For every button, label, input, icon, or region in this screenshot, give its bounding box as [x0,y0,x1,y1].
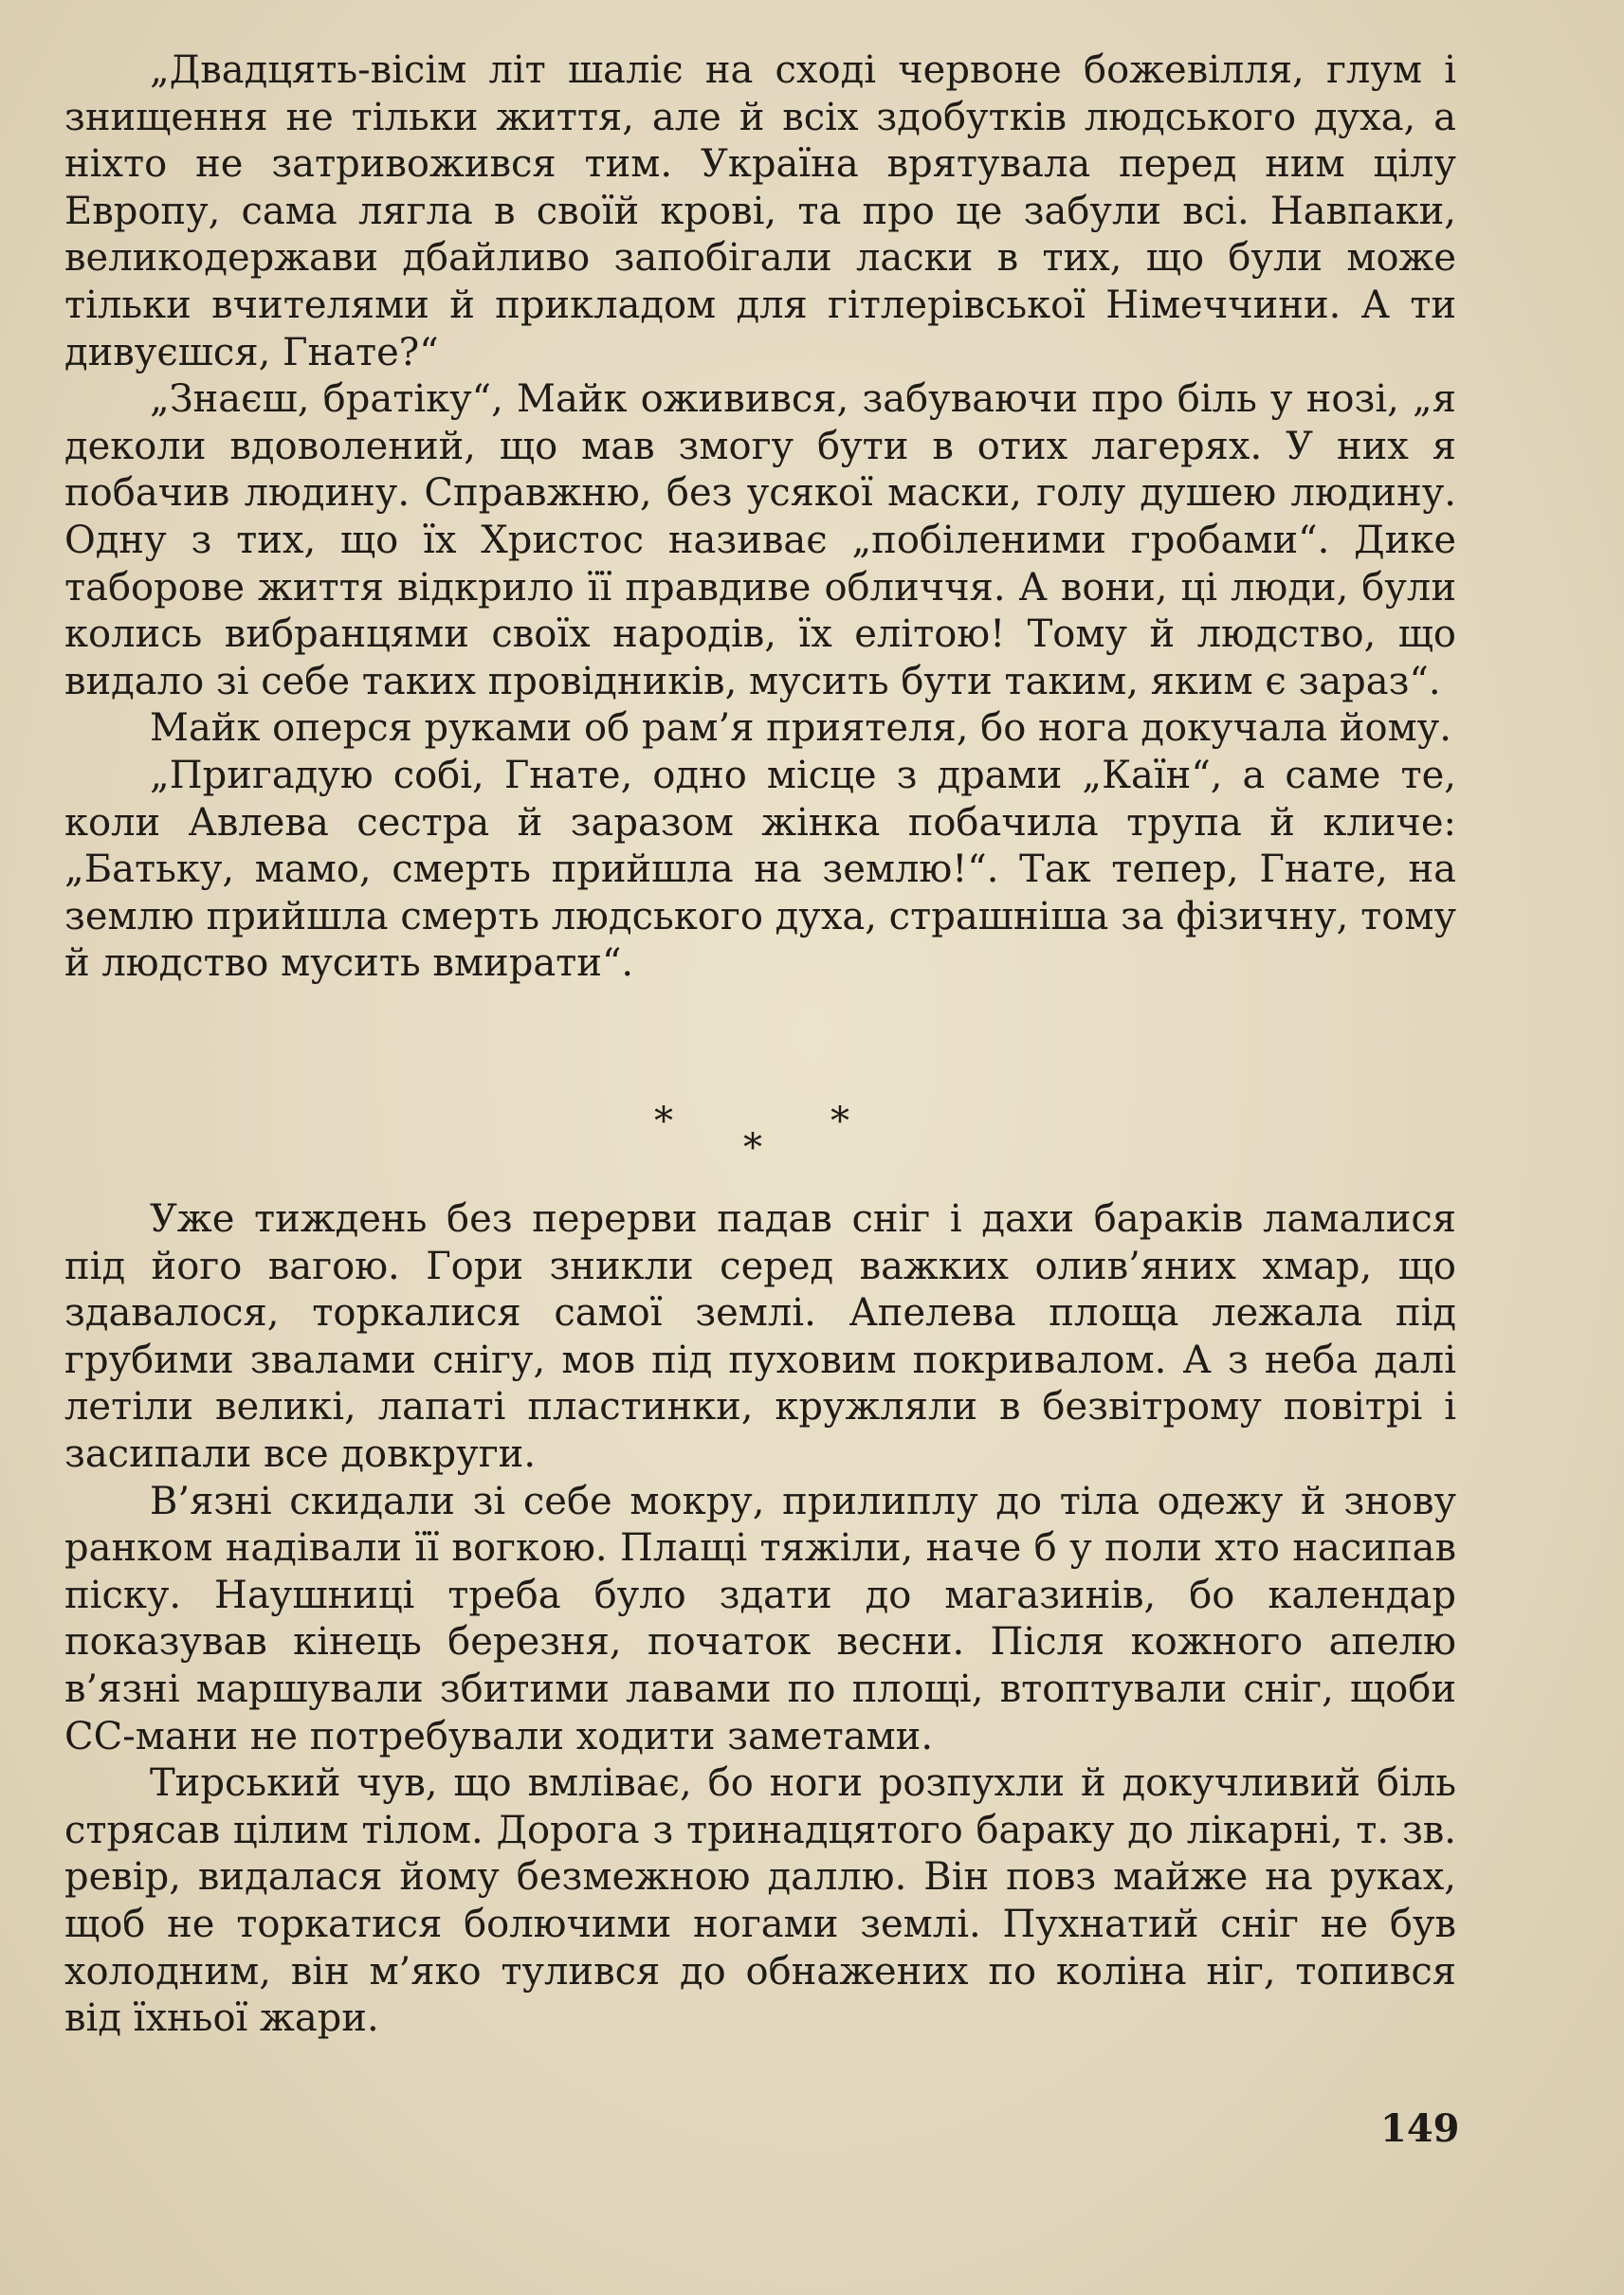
text-section-bottom [64,1196,1456,2043]
text-section-top [64,47,1456,988]
paragraph: „Двадцять-вісім літ шаліє на сході червоне божевілля, глум і знищення не тільки життя, але й всіх здобутків людського духа, а ніхто не затривожився тим. Україна врятувала перед ним цілу Европу, сама лягла в своїй крові, та про це забули всі. Навпаки, великодержави дбайливо запобігали ласки в тих, що були може тільки вчителями й прикладом для гітлерівської Німеччини. А ти дивуєшся, Гнате?“ [64,48,1456,374]
paragraph: Тирський чув, що вмліває, бо ноги розпухли й докучливий біль стрясав цілим тілом. Дорога з тринадцятого бараку до лікарні, т. зв. ревір, видалася йому безмежною даллю. Він повз майже на руках, щоб не торкатися болючими ногами землі. Пухнатий сніг не був холодним, він м’яко тулився до обнажених по коліна ніг, топився від їхньої жари. [64,1761,1456,2041]
paragraph: Уже тиждень без перерви падав сніг і дахи бараків ламалися під його вагою. Гори зникли серед важких олив’яних хмар, що здавалося, торкалися самої землі. Апелева площа лежала під грубими звалами снігу, мов під пуховим покривалом. А з неба далі летіли великі, лапаті пластинки, кружляли в безвітрому повітрі і засипали все довкруги. [64,1197,1456,1476]
paragraph: Майк оперся руками об рам’я приятеля, бо нога докучала йому. [150,706,1451,751]
paragraph: „Знаєш, братіку“, Майк оживився, забуваючи про біль у нозі, „я деколи вдоволений, що мав змогу бути в отих лагерях. У них я побачив людину. Справжню, без усякої маски, голу душею людину. Одну з тих, що їх Христос називає „побіленими гробами“. Дике таборове життя відкрило її правдиве обличчя. А вони, ці люди, були колись вибранцями своїх народів, їх елітою! Тому й людство, що видало зі себе таких провідників, мусить бути таким, яким є зараз“. [64,377,1456,703]
section-separator [0,1100,1624,1170]
paragraph: „Пригадую собі, Гнате, одно місце з драми „Каїн“, а саме те, коли Авлева сестра й заразом жінка побачила трупа й кличе: „Батьку, мамо, смерть прийшла на землю!“. Так тепер, Гнате, на землю прийшла смерть людського духа, страшніша за фізичну, тому й людство мусить вмирати“. [64,753,1456,986]
page-number: 149 [1380,2106,1460,2151]
separator-asterisk: * [654,1100,673,1143]
paragraph: В’язні скидали зі себе мокру, прилиплу до тіла одежу й знову ранком надівали її вогкою. Плащі тяжіли, наче б у поли хто насипав піску. Наушниці треба було здати до магазинів, бо календар показував кінець березня, початок весни. Після кожного апелю в’язні маршували збитими лавами по площі, втоптували сніг, щоби СС-мани не потребували ходити заметами. [64,1479,1456,1758]
separator-asterisk: * [743,1126,762,1170]
separator-asterisk: * [830,1100,849,1143]
